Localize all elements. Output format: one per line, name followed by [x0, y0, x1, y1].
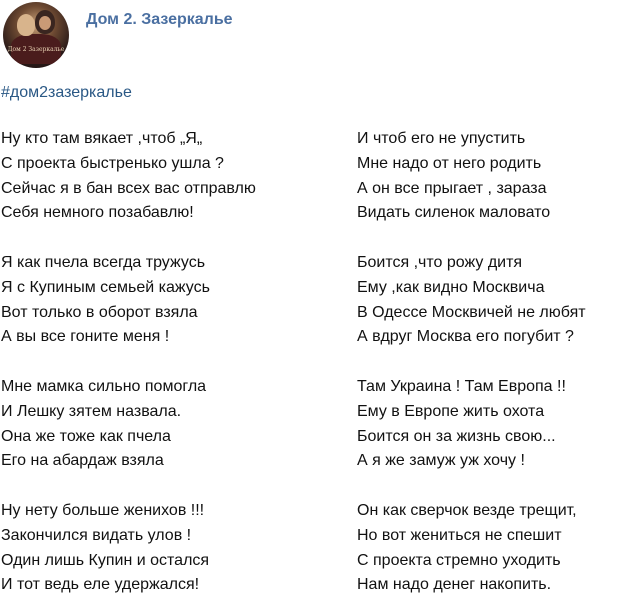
poem-line: А я же замуж уж хочу ! — [357, 452, 525, 470]
stanza-break — [1, 474, 256, 499]
poem-line: Ему в Европе жить охота — [357, 402, 545, 420]
poem-line: И тот ведь еле удержался! — [1, 576, 200, 594]
poem-line: Но вот жениться не спешит — [357, 526, 562, 544]
hashtag-link[interactable]: #дом2зазеркалье — [1, 84, 132, 101]
group-avatar[interactable] — [3, 2, 69, 68]
stanza-break — [1, 226, 256, 251]
poem-line: Ну нету больше женихов !!! — [1, 501, 205, 519]
poem-line: Она же тоже как пчела — [1, 427, 171, 445]
poem-line: Мне надо от него родить — [357, 154, 542, 172]
poem-line: Его на абардаж взяла — [1, 452, 164, 470]
avatar-logo: Дом 2 Зазеркалье — [7, 46, 65, 53]
poem-line: И Лешку зятем назвала. — [1, 402, 182, 420]
stanza-break — [357, 226, 586, 251]
poem-line: А он все прыгает , зараза — [357, 179, 547, 197]
poem-line: Я как пчела всегда тружусь — [1, 253, 206, 271]
stanza-break — [1, 350, 256, 375]
poem-line: Там Украина ! Там Европа !! — [357, 377, 566, 395]
poem-left-column — [1, 127, 256, 598]
poem-line: С проекта стремно уходить — [357, 551, 561, 569]
group-name-link[interactable]: Дом 2. Зазеркалье — [86, 11, 233, 28]
poem-line: Сейчас я в бан всех вас отправлю — [1, 179, 256, 197]
poem-right-column — [357, 127, 586, 598]
poem-line: С проекта быстренько ушла ? — [1, 154, 224, 172]
avatar-figure-left — [17, 14, 35, 36]
poem-line: Он как сверчок везде трещит, — [357, 501, 577, 519]
poem-line: Видать силенок маловато — [357, 204, 551, 222]
poem-line: Себя немного позабавлю! — [1, 204, 194, 222]
post-header — [0, 0, 640, 72]
poem-line: Боится ,что рожу дитя — [357, 253, 523, 271]
poem-line: Ему ,как видно Москвича — [357, 278, 545, 296]
poem-line: Закончился видать улов ! — [1, 526, 192, 544]
poem-line: А вдруг Москва его погубит ? — [357, 328, 574, 346]
poem-line: Боится он за жизнь свою... — [357, 427, 556, 445]
poem-line: Мне мамка сильно помогла — [1, 377, 207, 395]
poem-line: Нам надо денег накопить. — [357, 576, 552, 594]
poem-line: Ну кто там вякает ,чтоб „Я„ — [1, 130, 203, 147]
poem-line: Вот только в оборот взяла — [1, 303, 198, 321]
poem-line: А вы все гоните меня ! — [1, 328, 170, 346]
avatar-figure-right-face — [39, 16, 51, 30]
poem-line: Я с Купиным семьей кажусь — [1, 278, 210, 296]
poem-line: Один лишь Купин и остался — [1, 551, 210, 569]
stanza-break — [357, 474, 586, 499]
stanza-break — [357, 350, 586, 375]
poem-line: В Одессе Москвичей не любят — [357, 303, 586, 321]
poem-line: И чтоб его не упустить — [357, 130, 526, 147]
